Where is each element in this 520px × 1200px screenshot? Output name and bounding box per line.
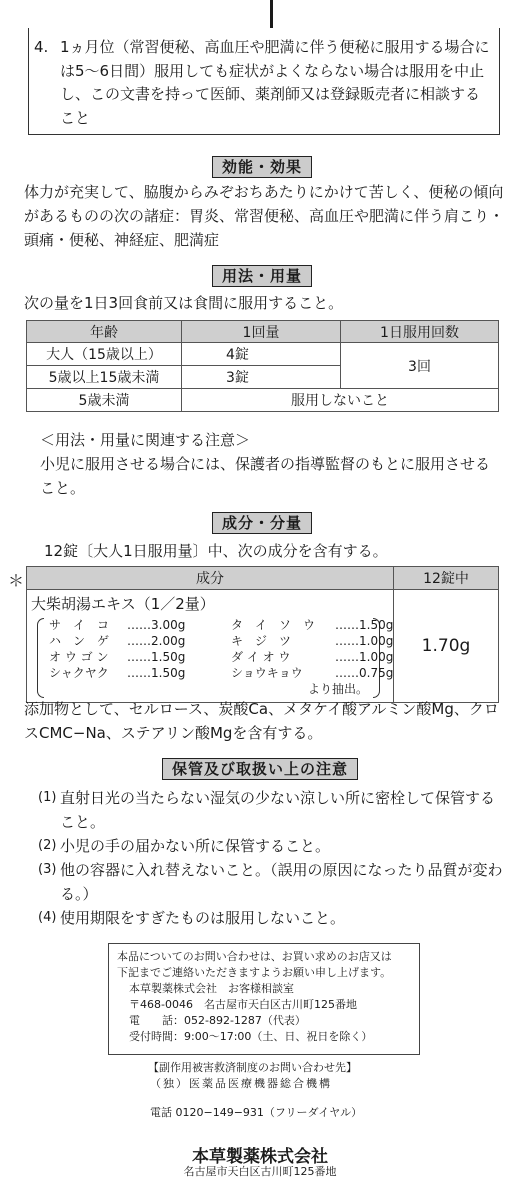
ingredients-amount-cell: 1.70g	[394, 590, 499, 703]
related-title: ＜用法・用量に関連する注意＞	[40, 431, 251, 449]
table-row	[27, 389, 499, 412]
efficacy-text: 体力が充実して、脇腹からみぞおちあたりにかけて苦しく、便秘の傾向があるものの次の諸症：胃炎、常習便秘、高血圧や肥満に伴う肩こり・頭痛・便秘、神経症、肥満症	[24, 183, 505, 249]
company-name: 本草製薬株式会社	[192, 1147, 328, 1167]
relief-organization: （独）医薬品医療機器総合機構	[150, 1077, 332, 1090]
asterisk-mark: ＊	[8, 571, 25, 590]
dosage-header-age: 年齢	[27, 321, 182, 343]
contact-hours: 受付時間：9:00〜17:00（土、日、祝日を除く）	[129, 1030, 373, 1043]
contact-phone: 電 話：052-892-1287（代表）	[129, 1014, 306, 1027]
efficacy-heading: 効能・効果	[212, 156, 312, 178]
contact-line: 本品についてのお問い合わせは、お買い求めのお店又は	[117, 950, 392, 963]
contact-box	[108, 943, 420, 1055]
dosage-header-times: 1日服用回数	[341, 321, 499, 343]
warning-item-4	[34, 36, 494, 130]
list-item: (2) 小児の手の届かない所に保管すること。	[38, 837, 331, 855]
dosage-times-cell: 3回	[341, 343, 499, 389]
dosage-header-dose: 1回量	[182, 321, 341, 343]
contact-address: 〒468-0046 名古屋市天白区古川町125番地	[129, 998, 357, 1011]
storage-heading: 保管及び取扱い上の注意	[162, 758, 358, 780]
table-row	[27, 343, 499, 366]
top-divider-line	[270, 0, 273, 28]
herb-row: シャクヤク ……1.50g ショウキョウ ……0.75g	[49, 666, 394, 680]
ingredients-intro: 12錠〔大人1日服用量〕中、次の成分を含有する。	[44, 542, 388, 560]
ingredients-header-amount: 12錠中	[394, 567, 499, 590]
list-item: (1) 直射日光の当たらない湿気の少ない涼しい所に密栓して保管すること。	[38, 789, 496, 831]
herb-row: ハ ン ゲ ……2.00g キ ジ ツ ……1.00g	[49, 634, 394, 648]
extract-note: より抽出。	[307, 682, 368, 696]
left-bracket	[37, 618, 44, 698]
list-item: (3) 他の容器に入れ替えないこと。（誤用の原因になったり品質が変わる。）	[38, 861, 503, 903]
ingredients-header-name: 成分	[27, 567, 394, 590]
company-address: 名古屋市天白区古川町125番地	[183, 1165, 337, 1178]
herb-list	[37, 616, 394, 698]
warning-item-number: 4.	[34, 38, 49, 56]
dosage-age-cell: 5歳以上15歳未満	[27, 366, 182, 389]
warning-item-text: 1ヵ月位（常習便秘、高血圧や肥満に伴う便秘に服用する場合には5〜6日間）服用しても症状がよくならない場合は服用を中止し、この文書を持って医師、薬剤師又は登録販売者に相談すること	[60, 38, 490, 127]
ingredients-detail-cell	[27, 590, 394, 703]
ingredients-heading: 成分・分量	[212, 512, 312, 534]
dosage-age-cell: 5歳未満	[27, 389, 182, 412]
dosage-dose-cell: 3錠	[182, 366, 341, 389]
extract-name: 大柴胡湯エキス（1／2量）	[31, 595, 215, 613]
herb-row: オ ウ ゴ ン ……1.50g ダ イ オ ウ ……1.00g	[49, 650, 394, 664]
ingredients-table	[26, 566, 499, 703]
contact-line: 下記までご連絡いただきますようお願い申し上げます。	[117, 966, 392, 979]
related-text: 小児に服用させる場合には、保護者の指導監督のもとに服用させること。	[40, 455, 491, 497]
relief-title: 【副作用被害救済制度のお問い合わせ先】	[148, 1061, 357, 1074]
contact-company: 本草製薬株式会社 お客様相談室	[129, 982, 294, 995]
dosage-heading: 用法・用量	[212, 265, 312, 287]
dosage-table	[26, 320, 499, 412]
dosage-not-allowed-cell: 服用しないこと	[182, 389, 499, 412]
relief-phone: 電話 0120−149−931（フリーダイヤル）	[150, 1106, 363, 1119]
dosage-dose-cell: 4錠	[182, 343, 341, 366]
herb-row: サ イ コ ……3.00g タ イ ソ ウ ……1.50g	[49, 618, 394, 632]
dosage-intro: 次の量を1日3回食前又は食間に服用すること。	[24, 294, 344, 312]
dosage-age-cell: 大人（15歳以上）	[27, 343, 182, 366]
additives-text: 添加物として、セルロース、炭酸Ca、メタケイ酸アルミン酸Mg、クロスCMC−Na、ステアリン酸Mgを含有する。	[24, 700, 499, 742]
list-item: (4) 使用期限をすぎたものは服用しないこと。	[38, 909, 346, 927]
